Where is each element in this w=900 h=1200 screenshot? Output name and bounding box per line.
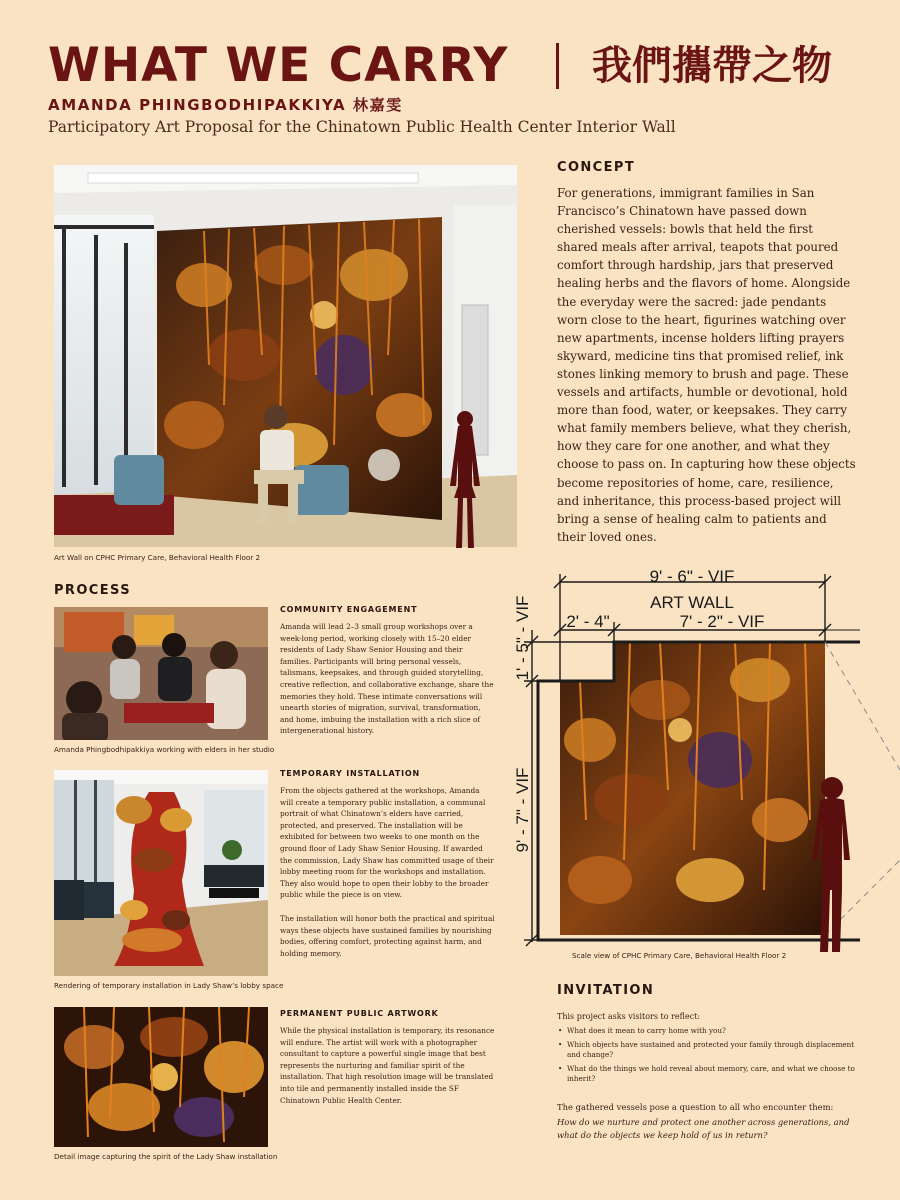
permanent-artwork-heading: PERMANENT PUBLIC ARTWORK [280, 1009, 439, 1018]
title-divider [556, 43, 559, 89]
poster-title: WHAT WE CARRY [48, 38, 509, 93]
poster-subtitle: Participatory Art Proposal for the Chinatown Public Health Center Interior Wall [48, 118, 676, 136]
workshop-illustration [54, 607, 268, 740]
list-item: • What does it mean to carry home with you? [557, 1026, 862, 1036]
lobby-rendering [54, 770, 268, 976]
workshop-photo [54, 607, 268, 740]
person-silhouette [444, 408, 486, 554]
detail-photo [54, 1007, 268, 1147]
community-engagement-body: Amanda will lead 2–3 small group workshops over a week-long period, working closely with 15–20 elder residents of Lady Shaw Senior Housing and their families. Participants will bring personal vessels, talismans, keepsakes, and through guided storytelling, creative reflection, and collaborative exchange, share the memories they hold. These intimate conversations will unearth stories of migration, survival, transformation, and home, imbuing the installation with a rich slice of intergenerational history. [280, 622, 494, 736]
right-width-label: 7' - 2" - VIF [679, 612, 765, 631]
poster-title-chinese: 我們攜帶之物 [592, 43, 832, 89]
list-item: • What do the things we hold reveal about memory, care, and what we choose to inherit? [557, 1064, 862, 1084]
total-height-label: 9' - 7" - VIF [513, 767, 532, 853]
invitation-intro: This project asks visitors to reflect: [557, 1012, 701, 1021]
concept-heading: CONCEPT [557, 160, 636, 175]
temporary-installation-body-2: The installation will honor both the practical and spiritual ways these objects have sustained families by nourishing bodies, offering comfort, protecting against harm, and holding memory. [280, 914, 495, 958]
invitation-closing: The gathered vessels pose a question to all who encounter them: [557, 1102, 834, 1112]
workshop-caption: Amanda Phingbodhipakkiya working with elders in her studio [54, 745, 275, 754]
art-wall-label: ART WALL [650, 593, 734, 612]
temporary-installation-heading: TEMPORARY INSTALLATION [280, 769, 420, 778]
permanent-artwork-body: While the physical installation is temporary, its resonance will endure. The artist will work with a photographer consultant to capture a powerful single image that best represents the nurturing and familiar spirit of the installation. That high resolution image will be translated into tile and permanently installed inside the SF Chinatown Public Health Center. [280, 1026, 495, 1105]
left-width-label: 2' - 4" [566, 612, 610, 631]
artist-name: AMANDA PHINGBODHIPAKKIYA 林嘉雯 [48, 96, 403, 114]
total-width-label: 9' - 6" - VIF [649, 567, 735, 586]
detail-illustration [54, 1007, 268, 1147]
process-heading: PROCESS [54, 583, 131, 598]
invitation-heading: INVITATION [557, 983, 655, 998]
invitation-question: How do we nurture and protect one another across generations, and what do the objects we keep hold of us in return? [557, 1117, 850, 1140]
list-item: • Which objects have sustained and protected your family through displacement and change? [557, 1040, 862, 1060]
scale-view-caption: Scale view of CPHC Primary Care, Behavioral Health Floor 2 [572, 951, 787, 960]
temporary-installation-caption: Rendering of temporary installation in Lady Shaw’s lobby space [54, 981, 284, 990]
invitation-questions [557, 1026, 862, 1088]
detail-caption: Detail image capturing the spirit of the Lady Shaw installation [54, 1152, 278, 1161]
step-height-label: 1' - 5" - VIF [513, 595, 532, 681]
main-image-caption: Art Wall on CPHC Primary Care, Behavioral Health Floor 2 [54, 553, 261, 562]
community-engagement-heading: COMMUNITY ENGAGEMENT [280, 605, 418, 614]
temporary-installation-body: From the objects gathered at the workshops, Amanda will create a temporary public installation, a communal portrait of what Chinatown’s elders have carried, protected, and preserved. The installation will be exhibited for between two weeks to one month on the ground floor of Lady Shaw Senior Housing. If awarded the commission, Lady Shaw has committed usage of their lobby meeting room for the workshops and installation. They also would hope to open their lobby to the broader public while the piece is on view. [280, 786, 494, 900]
concept-body: For generations, immigrant families in San Francisco’s Chinatown have passed down cherished vessels: bowls that held the first shared meals after arrival, teapots that poured comfort through hardship, jars that preserved healing herbs and the flavors of home. Alongside the everyday were the sacred: jade pendants worn close to the heart, figurines watching over new apartments, incense holders lifting prayers skyward, medicine tins that promised relief, ink stones linking memory to brush and page. These vessels and artifacts, humble or devotional, hold more than food, water, or keepsakes. They carry what family members believe, what they cherish, how they care for one another, and what they choose to pass on. In capturing how these objects become repositories of home, care, resilience, and inheritance, this process-based project will bring a sense of healing calm to patients and their loved ones. [557, 186, 856, 544]
temporary-installation-photo [54, 770, 268, 976]
scale-view-diagram [510, 560, 900, 960]
